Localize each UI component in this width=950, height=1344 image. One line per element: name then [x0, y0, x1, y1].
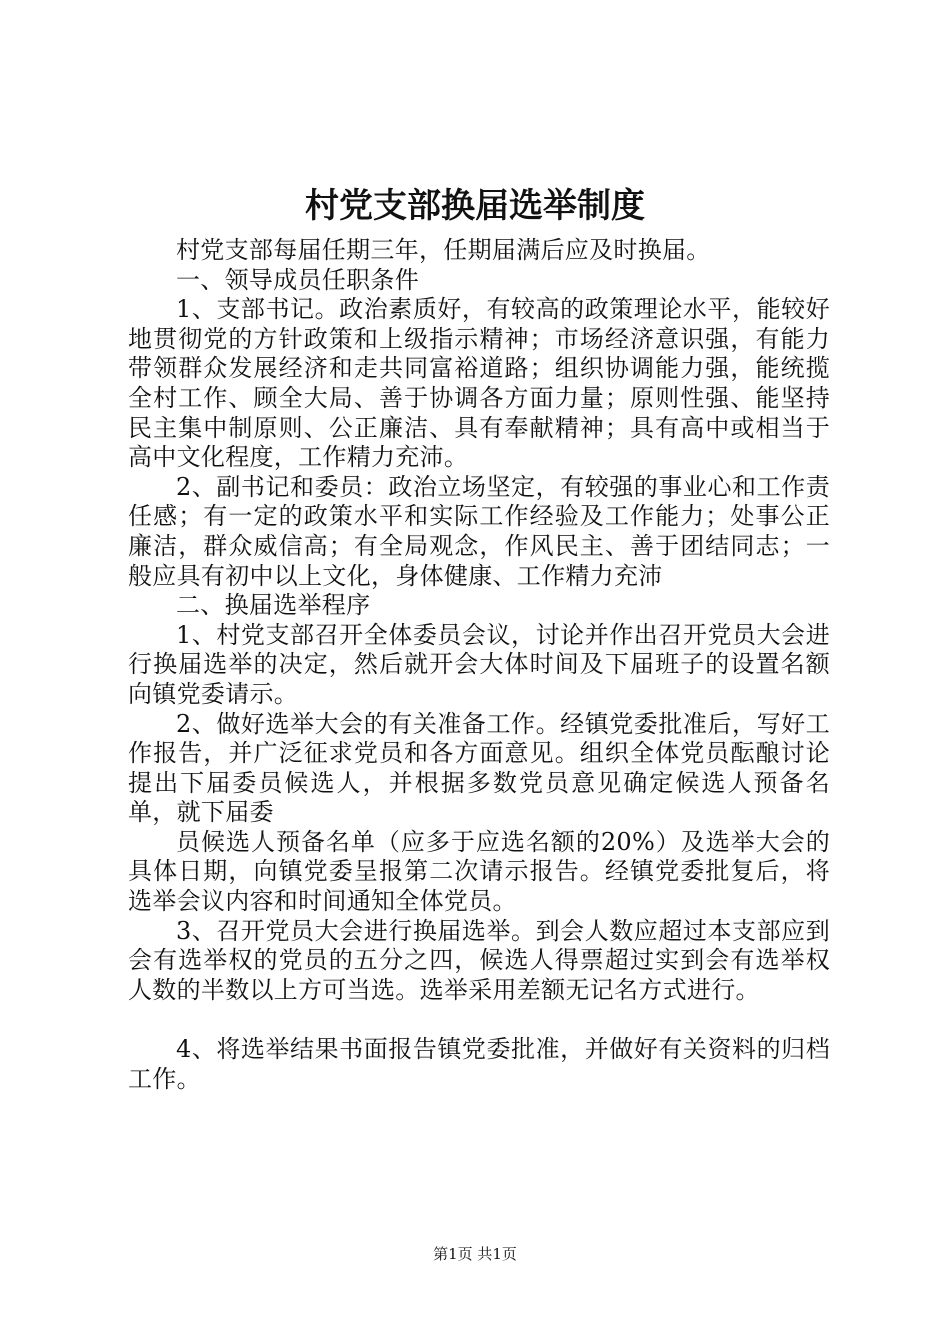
- heading-leadership-qualifications: 一、领导成员任职条件: [176, 265, 419, 294]
- document-title: 村党支部换届选举制度: [305, 186, 645, 226]
- paragraph-procedure-step-2-continued: 员候选人预备名单（应多于应选名额的20%）及选举大会的具体日期，向镇党委呈报第二次请示报告。经镇党委批复后，将选举会议内容和时间通知全体党员。: [128, 827, 830, 916]
- document-body: [128, 236, 830, 1094]
- paragraph-deputy-secretary-members: 2、副书记和委员：政治立场坚定，有较强的事业心和工作责任感；有一定的政策水平和实际工作经验及工作能力；处事公正廉洁，群众威信高；有全局观念，作风民主、善于团结同志；一般应具有初中以上文化，身体健康、工作精力充沛: [128, 472, 830, 590]
- heading-election-procedure: 二、换届选举程序: [176, 591, 371, 620]
- paragraph-procedure-step-1: 1、村党支部召开全体委员会议，讨论并作出召开党员大会进行换届选举的决定，然后就开会大体时间及下届班子的设置名额向镇党委请示。: [128, 620, 830, 708]
- page-number-footer: 第1页 共1页: [433, 1245, 517, 1263]
- paragraph-procedure-step-2: 2、做好选举大会的有关准备工作。经镇党委批准后，写好工作报告，并广泛征求党员和各方面意见。组织全体党员酝酿讨论提出下届委员候选人，并根据多数党员意见确定候选人预备名单，就下届委: [128, 709, 830, 827]
- paragraph-branch-secretary: 1、支部书记。政治素质好，有较高的政策理论水平，能较好地贯彻党的方针政策和上级指示精神；市场经济意识强，有能力带领群众发展经济和走共同富裕道路；组织协调能力强，能统揽全村工作、顾全大局、善于协调各方面力量；原则性强、能坚持民主集中制原则、公正廉洁、具有奉献精神；具有高中或相当于高中文化程度，工作精力充沛。: [128, 295, 830, 472]
- paragraph-procedure-step-3: 3、召开党员大会进行换届选举。到会人数应超过本支部应到会有选举权的党员的五分之四，候选人得票超过实到会有选举权人数的半数以上方可当选。选举采用差额无记名方式进行。: [128, 916, 830, 1004]
- paragraph-procedure-step-4: 4、将选举结果书面报告镇党委批准，并做好有关资料的归档工作。: [128, 1035, 830, 1093]
- paragraph-term-of-office: 村党支部每届任期三年，任期届满后应及时换届。: [176, 236, 711, 264]
